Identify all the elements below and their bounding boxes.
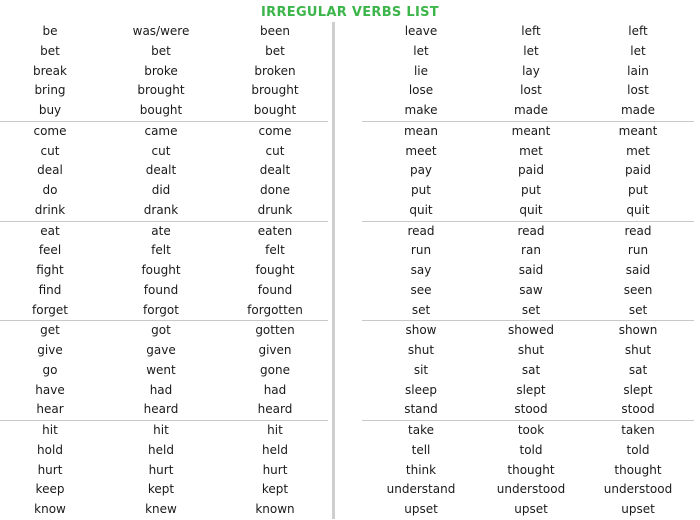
verb-group (0, 222, 328, 322)
past-participle-cell: cut (265, 143, 285, 158)
base-form-cell: sit (413, 362, 429, 377)
past-participle-cell: broken (254, 63, 296, 78)
verb-row (362, 42, 694, 62)
past-simple-cell: gave (146, 343, 176, 357)
past-simple-cell: saw (519, 282, 543, 297)
past-simple-cell: let (523, 43, 539, 58)
past-simple-cell: slept (516, 382, 546, 397)
past-participle-cell: told (626, 442, 650, 457)
past-participle-cell: felt (265, 243, 285, 258)
past-simple-cell: did (151, 183, 171, 197)
base-form-cell: hurt (37, 462, 63, 477)
past-participle-cell: been (260, 24, 290, 38)
past-simple-cell: understood (496, 482, 566, 497)
past-participle-cell: gotten (255, 323, 295, 338)
past-participle-cell: fought (255, 263, 295, 277)
verb-row (0, 222, 328, 242)
past-participle-cell: forgotten (247, 302, 303, 317)
past-participle-cell: known (255, 502, 295, 516)
past-simple-cell: drank (143, 202, 179, 217)
verb-row (362, 361, 694, 381)
past-participle-cell: upset (621, 502, 655, 516)
past-simple-cell: dealt (145, 163, 177, 178)
past-participle-cell: met (626, 143, 650, 158)
verb-row (362, 480, 694, 500)
base-form-cell: keep (35, 482, 65, 497)
base-form-cell: hear (36, 402, 64, 417)
past-simple-cell: left (521, 24, 541, 38)
verb-row (362, 101, 694, 121)
past-participle-cell: quit (626, 202, 650, 217)
verb-row (362, 122, 694, 142)
past-participle-cell: paid (625, 163, 651, 178)
base-form-cell: sleep (405, 382, 437, 397)
base-form-cell: have (35, 382, 65, 397)
past-simple-cell: kept (147, 482, 175, 497)
past-participle-cell: had (263, 382, 287, 397)
base-form-cell: see (410, 282, 432, 297)
past-simple-cell: was/were (132, 24, 190, 38)
past-simple-cell: hurt (148, 462, 174, 477)
base-form-cell: show (405, 323, 437, 338)
past-participle-cell: dealt (259, 163, 291, 178)
verb-row (0, 261, 328, 281)
past-participle-cell: kept (261, 482, 289, 497)
past-participle-cell: brought (251, 83, 299, 98)
base-form-cell: know (34, 502, 66, 516)
verb-table-left (0, 22, 328, 520)
base-form-cell: set (411, 302, 431, 317)
base-form-cell: put (411, 183, 431, 197)
past-participle-cell: hit (267, 423, 283, 437)
verb-row (0, 241, 328, 261)
past-participle-cell: found (257, 282, 293, 297)
past-simple-cell: heard (143, 402, 179, 417)
base-form-cell: lose (408, 83, 434, 98)
page-title: IRREGULAR VERBS LIST (261, 5, 439, 20)
verb-row (362, 142, 694, 162)
past-participle-cell: gone (260, 362, 290, 377)
base-form-cell: feel (38, 243, 62, 258)
verb-row (0, 441, 328, 461)
base-form-cell: shut (407, 343, 435, 357)
past-simple-cell: quit (519, 202, 543, 217)
verb-group (0, 421, 328, 520)
past-participle-cell: said (625, 263, 651, 277)
verb-row (362, 62, 694, 82)
base-form-cell: read (407, 223, 435, 238)
base-form-cell: lie (413, 63, 429, 78)
past-participle-cell: read (624, 223, 652, 238)
base-form-cell: eat (40, 223, 60, 238)
verb-row (362, 181, 694, 201)
verb-table-right (362, 22, 694, 520)
base-form-cell: say (410, 263, 432, 277)
past-simple-cell: hit (153, 423, 169, 437)
past-participle-cell: come (258, 123, 292, 138)
past-simple-cell: came (144, 123, 178, 138)
past-participle-cell: put (628, 183, 648, 197)
base-form-cell: give (37, 343, 63, 357)
base-form-cell: understand (386, 482, 456, 497)
base-form-cell: forget (32, 302, 68, 317)
base-form-cell: run (410, 243, 432, 258)
verb-row (362, 421, 694, 441)
past-simple-cell: said (518, 263, 544, 277)
base-form-cell: hold (37, 442, 63, 457)
past-simple-cell: felt (151, 243, 171, 258)
base-form-cell: tell (411, 442, 431, 457)
past-participle-cell: understood (603, 482, 673, 497)
base-form-cell: get (40, 323, 60, 338)
verb-row (0, 341, 328, 361)
past-simple-cell: sat (521, 362, 541, 377)
verb-row (362, 341, 694, 361)
verb-row (362, 161, 694, 181)
base-form-cell: bet (40, 43, 60, 58)
verb-row (0, 461, 328, 481)
past-simple-cell: made (513, 103, 549, 117)
past-simple-cell: showed (507, 323, 554, 338)
past-participle-cell: seen (623, 282, 653, 297)
verb-group (0, 22, 328, 122)
past-simple-cell: brought (137, 83, 185, 98)
verb-row (362, 261, 694, 281)
verb-group (362, 222, 694, 322)
verb-row (362, 321, 694, 341)
past-participle-cell: bet (265, 43, 285, 58)
past-simple-cell: fought (141, 263, 181, 277)
verb-row (0, 81, 328, 101)
past-simple-cell: lost (520, 83, 542, 98)
past-participle-cell: shut (624, 343, 652, 357)
past-participle-cell: bought (253, 103, 297, 117)
past-simple-cell: read (517, 223, 545, 238)
past-participle-cell: held (262, 442, 288, 457)
past-participle-cell: slept (623, 382, 653, 397)
past-simple-cell: meant (511, 123, 551, 138)
past-simple-cell: cut (151, 143, 171, 158)
verb-row (0, 101, 328, 121)
column-divider (332, 22, 335, 519)
base-form-cell: think (405, 462, 437, 477)
past-simple-cell: went (146, 362, 176, 377)
verb-row (362, 241, 694, 261)
past-simple-cell: met (519, 143, 543, 158)
past-participle-cell: lain (627, 63, 649, 78)
past-participle-cell: made (620, 103, 656, 117)
past-simple-cell: took (517, 423, 545, 437)
verb-row (362, 500, 694, 520)
verb-row (362, 301, 694, 321)
base-form-cell: pay (409, 163, 433, 178)
base-form-cell: let (413, 43, 429, 58)
verb-row (0, 500, 328, 520)
verb-row (362, 222, 694, 242)
past-simple-cell: found (143, 282, 179, 297)
verb-row (0, 161, 328, 181)
base-form-cell: deal (37, 163, 63, 178)
base-form-cell: go (42, 362, 58, 377)
past-simple-cell: stood (514, 402, 548, 417)
verb-row (362, 81, 694, 101)
verb-row (0, 361, 328, 381)
past-simple-cell: thought (507, 462, 555, 477)
verb-group (362, 321, 694, 421)
verb-row (0, 122, 328, 142)
past-simple-cell: set (521, 302, 541, 317)
base-form-cell: do (42, 183, 58, 197)
verb-row (0, 421, 328, 441)
verb-row (362, 381, 694, 401)
past-participle-cell: lost (627, 83, 649, 98)
past-participle-cell: done (260, 183, 290, 197)
past-simple-cell: shut (517, 343, 545, 357)
past-participle-cell: stood (621, 402, 655, 417)
past-participle-cell: eaten (257, 223, 293, 238)
past-simple-cell: paid (518, 163, 544, 178)
past-simple-cell: told (519, 442, 543, 457)
past-simple-cell: bought (139, 103, 183, 117)
base-form-cell: find (38, 282, 62, 297)
past-simple-cell: ran (521, 243, 541, 258)
base-form-cell: take (408, 423, 434, 437)
past-simple-cell: forgot (143, 302, 179, 317)
past-simple-cell: lay (522, 63, 540, 78)
verb-row (0, 62, 328, 82)
verb-row (0, 301, 328, 321)
verb-row (362, 461, 694, 481)
verb-group (362, 421, 694, 520)
verb-row (0, 201, 328, 221)
past-participle-cell: run (627, 243, 649, 258)
past-simple-cell: bet (151, 43, 171, 58)
verb-group (0, 122, 328, 222)
base-form-cell: buy (38, 103, 62, 117)
verb-row (0, 400, 328, 420)
verb-row (0, 42, 328, 62)
base-form-cell: cut (40, 143, 60, 158)
base-form-cell: drink (34, 202, 66, 217)
base-form-cell: meet (405, 143, 437, 158)
verb-row (0, 281, 328, 301)
past-simple-cell: had (149, 382, 173, 397)
base-form-cell: upset (404, 502, 438, 516)
past-participle-cell: shown (618, 323, 658, 338)
base-form-cell: quit (409, 202, 433, 217)
base-form-cell: break (33, 63, 67, 78)
verb-row (362, 22, 694, 42)
past-simple-cell: held (148, 442, 174, 457)
verb-row (0, 381, 328, 401)
past-participle-cell: left (628, 24, 648, 38)
past-participle-cell: hurt (262, 462, 288, 477)
verb-row (362, 441, 694, 461)
past-simple-cell: upset (514, 502, 548, 516)
verb-row (0, 142, 328, 162)
past-participle-cell: sat (628, 362, 648, 377)
past-participle-cell: meant (618, 123, 658, 138)
past-simple-cell: put (521, 183, 541, 197)
verb-group (362, 22, 694, 122)
past-simple-cell: ate (151, 223, 171, 238)
verb-group (362, 122, 694, 222)
verb-row (362, 281, 694, 301)
base-form-cell: leave (404, 24, 438, 38)
verb-row (362, 201, 694, 221)
past-participle-cell: drunk (257, 202, 293, 217)
verb-row (0, 181, 328, 201)
base-form-cell: be (42, 24, 58, 38)
base-form-cell: mean (403, 123, 439, 138)
past-participle-cell: let (630, 43, 646, 58)
verb-row (0, 321, 328, 341)
past-simple-cell: knew (145, 502, 177, 516)
base-form-cell: bring (34, 83, 66, 98)
verb-row (362, 400, 694, 420)
base-form-cell: stand (404, 402, 438, 417)
base-form-cell: hit (42, 423, 58, 437)
past-simple-cell: got (151, 323, 171, 338)
base-form-cell: make (404, 103, 438, 117)
past-participle-cell: thought (614, 462, 662, 477)
past-participle-cell: taken (621, 423, 655, 437)
verb-group (0, 321, 328, 421)
past-simple-cell: broke (144, 63, 178, 78)
base-form-cell: come (33, 123, 67, 138)
past-participle-cell: heard (257, 402, 293, 417)
verb-row (0, 22, 328, 42)
verb-row (0, 480, 328, 500)
base-form-cell: fight (36, 263, 64, 277)
past-participle-cell: set (628, 302, 648, 317)
past-participle-cell: given (258, 343, 292, 357)
